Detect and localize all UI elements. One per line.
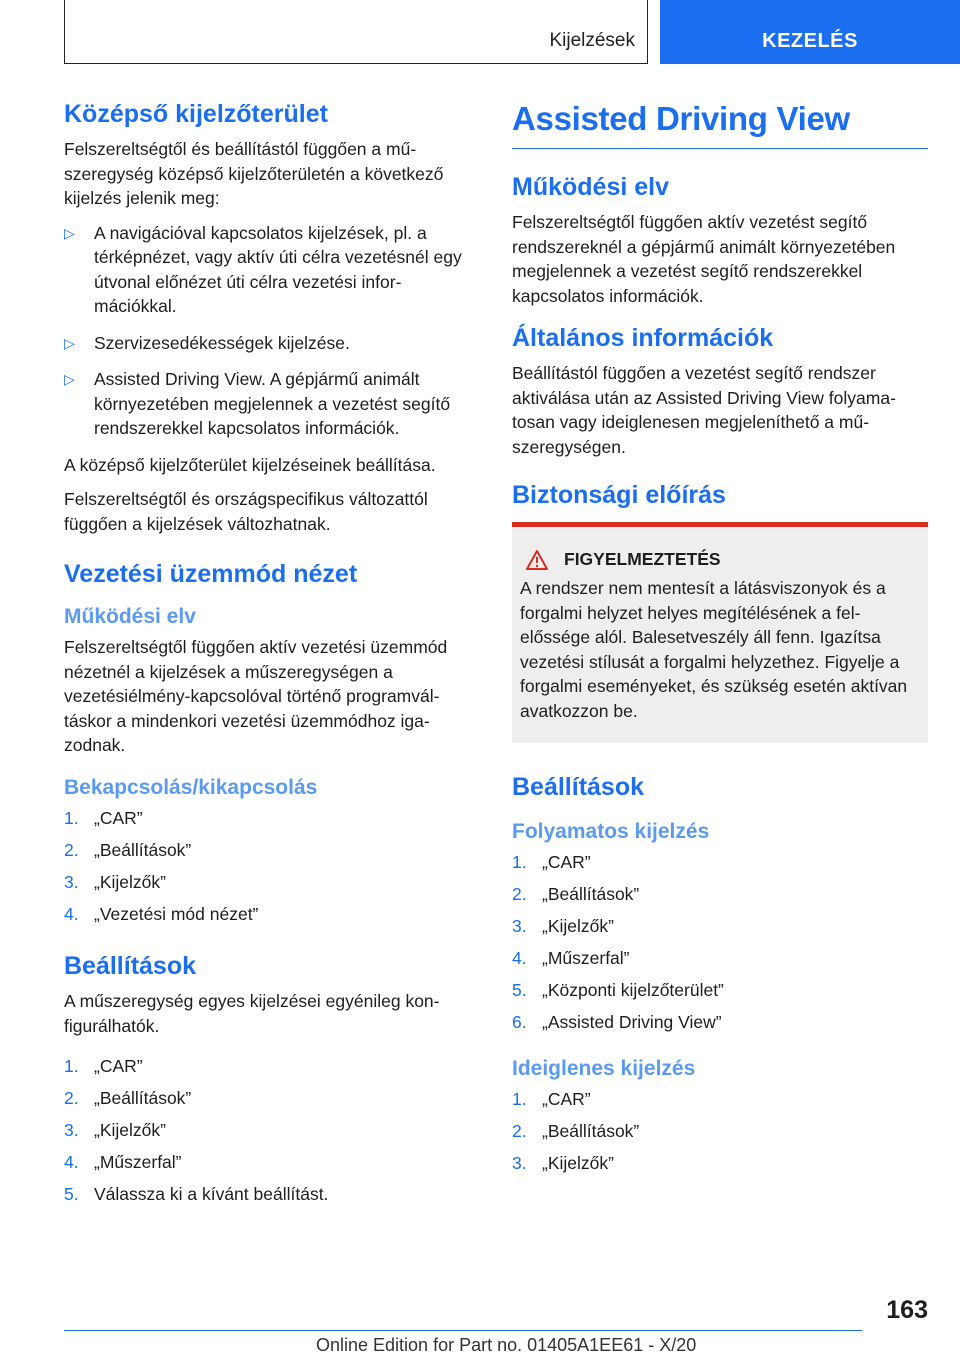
list-item: 5. „Központi kijelzőterület” bbox=[512, 980, 724, 1000]
list-item: 3. „Kijelzők” bbox=[512, 1152, 614, 1173]
bullet-item: ▷ Assisted Driving View. A gépjármű animált környezetében megjelennek a vezetést segítő rendszerekkel kapcsolatos információk. bbox=[64, 367, 476, 441]
list-item: 4. „Műszerfal” bbox=[64, 1152, 182, 1172]
numbered-list-settings bbox=[64, 1054, 476, 1207]
list-item: 2. „Beállítások” bbox=[512, 1120, 640, 1141]
bullet-list bbox=[64, 221, 476, 441]
list-item: 2. „Beállítások” bbox=[64, 1088, 192, 1108]
footer-edition-text: Online Edition for Part no. 01405A1EE61 - X/20 bbox=[316, 1335, 697, 1355]
list-item: 2. „Beállítások” bbox=[512, 884, 640, 904]
numbered-list-temporary bbox=[512, 1087, 928, 1176]
list-item: 5. Válassza ki a kívánt beállítást. bbox=[64, 1184, 329, 1204]
heading-safety-note: Biztonsági előírás bbox=[512, 481, 726, 509]
page-number: 163 bbox=[886, 1296, 928, 1324]
paragraph-general-info: Beállítástól függően a vezetést segítő rendszer aktiválása után az Assisted Driving View folyamatosan vagy ideiglenesen megjeleníthető a műszeregységen. bbox=[512, 363, 896, 457]
heading-principle: Működési elv bbox=[512, 173, 669, 201]
warning-triangle-icon bbox=[526, 550, 548, 570]
header-box bbox=[64, 0, 648, 64]
list-item: 3. „Kijelzők” bbox=[512, 916, 614, 936]
list-item: 4. „Vezetési mód nézet” bbox=[64, 903, 259, 924]
heading-assisted-driving-view: Assisted Driving View bbox=[512, 100, 928, 149]
warning-title: FIGYELMEZTETÉS bbox=[564, 549, 721, 569]
left-column bbox=[64, 100, 476, 1219]
warning-text: A rendszer nem mentesít a látásviszonyok és a forgalmi helyzet helyes megítélésének a felelőssége alól. Balesetveszély áll fenn. Igazítsa vezetési stílusát a forgalmi helyzethez. Figyelje a forgalmi eseményeket, és szükség esetén aktívan avatkozzon be. bbox=[520, 578, 908, 721]
heading-settings: Beállítások bbox=[64, 952, 197, 980]
heading-settings: Beállítások bbox=[512, 773, 645, 801]
header-section-title: Kijelzések bbox=[549, 30, 635, 51]
list-item: 1. „CAR” bbox=[64, 807, 143, 828]
bullet-item: ▷ Szervizesedékességek kijelzése. bbox=[64, 331, 476, 356]
paragraph-principle: Felszereltségtől függően aktív vezetési üzemmód nézetnél a kijelzések a műszeregységen a vezetésiélmény-kapcsolóval történő programváltáskor a mindenkori vezetési üzemmódhoz igazodnak. bbox=[64, 637, 448, 755]
list-item: 4. „Műszerfal” bbox=[512, 948, 630, 968]
heading-principle: Működési elv bbox=[64, 605, 196, 628]
paragraph-principle: Felszereltségtől függően aktív vezetést segítő rendszereknél a gépjármű animált környezetében megjelennek a vezetést segítő rendszerekkel kapcsolatos információk. bbox=[512, 212, 896, 306]
list-item: 1. „CAR” bbox=[512, 852, 591, 872]
list-item: 1. „CAR” bbox=[512, 1088, 591, 1109]
list-item: 1. „CAR” bbox=[64, 1056, 143, 1076]
warning-box bbox=[512, 522, 928, 743]
heading-temporary-display: Ideiglenes kijelzés bbox=[512, 1056, 696, 1080]
numbered-list-on-off bbox=[64, 806, 476, 927]
heading-drive-mode-view: Vezetési üzemmód nézet bbox=[64, 560, 358, 588]
header-chapter-tab[interactable]: KEZELÉS bbox=[660, 0, 960, 64]
list-item: 6. „Assisted Driving View” bbox=[512, 1012, 722, 1032]
paragraph-settings-config: A műszeregység egyes kijelzései egyénileg konfigurálhatók. bbox=[64, 991, 440, 1036]
right-column bbox=[512, 100, 928, 1187]
list-item: 3. „Kijelzők” bbox=[64, 1120, 166, 1140]
footer-divider bbox=[64, 1330, 862, 1331]
heading-continuous-display: Folyamatos kijelzés bbox=[512, 820, 710, 843]
paragraph-settings: A középső kijelzőterület kijelzéseinek beállítása. bbox=[64, 454, 436, 475]
list-item: 2. „Beállítások” bbox=[64, 839, 192, 860]
list-item: 3. „Kijelzők” bbox=[64, 871, 166, 892]
paragraph-variants: Felszereltségtől és országspecifikus változattól függően a kijelzések változhatnak. bbox=[64, 489, 428, 534]
heading-general-info: Általános információk bbox=[512, 324, 774, 352]
paragraph-center-display: Felszereltségtől és beállítástól függően a műszeregység középső kijelzőterületén a következő kijelzés jelenik meg: bbox=[64, 139, 444, 208]
heading-on-off: Bekapcsolás/kikapcsolás bbox=[64, 775, 318, 799]
heading-center-display: Középső kijelzőterület bbox=[64, 100, 328, 128]
numbered-list-continuous bbox=[512, 850, 928, 1035]
bullet-item: ▷ A navigációval kapcsolatos kijelzések, pl. a térképnézet, vagy aktív úti célra vezetésnél egy útvonal előnézet úti célra vezetési információkkal. bbox=[64, 221, 476, 319]
